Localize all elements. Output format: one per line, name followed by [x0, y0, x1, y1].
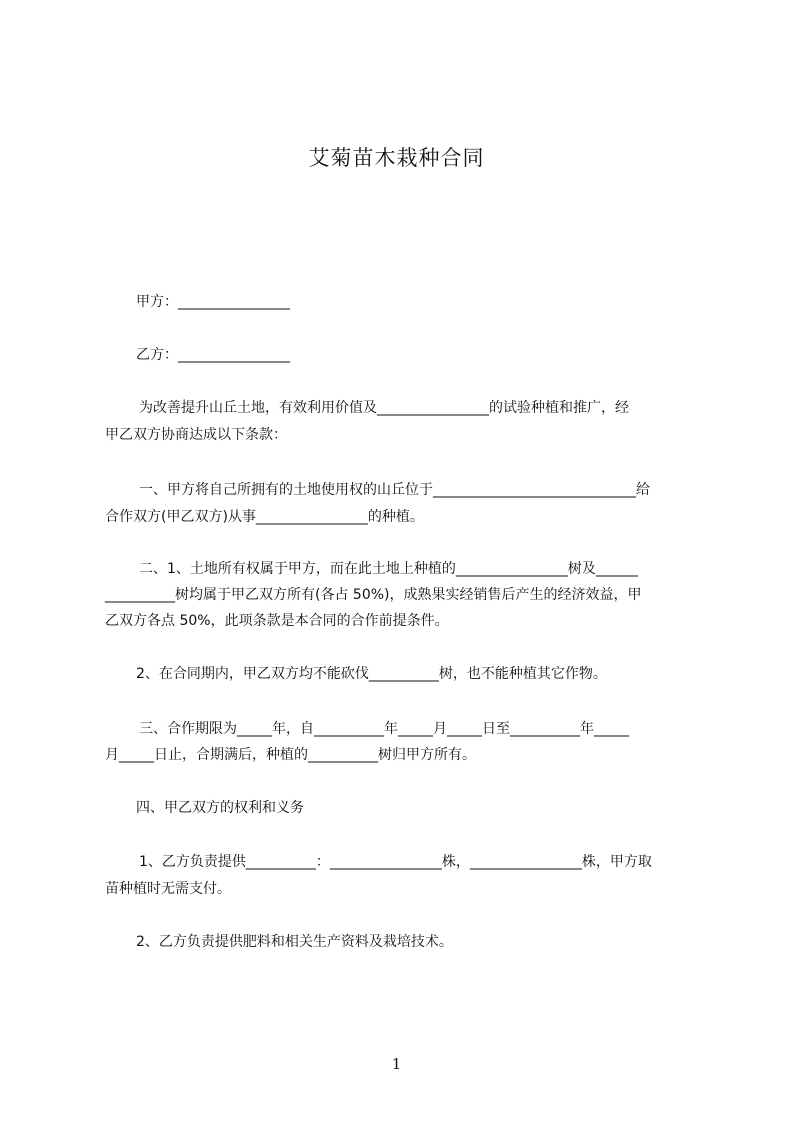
section-2-line-1: 二、1、土地所有权属于甲方，而在此土地上种植的________________树及______	[139, 561, 638, 577]
page-number: 1	[391, 1055, 402, 1073]
section-1-line-2: 合作双方(甲乙双方)从事________________的种植。	[105, 509, 424, 525]
party-b-line: 乙方：________________	[136, 347, 290, 363]
intro-line-2: 甲乙双方协商达成以下条款：	[105, 427, 287, 443]
section-2-line-3: 乙双方各点 50%，此项条款是本合同的合作前提条件。	[105, 613, 449, 629]
section-2-item-2: 2、在合同期内，甲乙双方均不能砍伐__________树，也不能种植其它作物。	[136, 666, 607, 682]
section-3-line-2: 月_____日止，合期满后，种植的__________树归甲方所有。	[105, 747, 476, 763]
section-2-line-2: __________树均属于甲乙双方所有(各占 50%)，成熟果实经销售后产生的经济效益，甲	[105, 587, 642, 603]
section-4-heading: 四、甲乙双方的权利和义务	[136, 800, 304, 816]
intro-line-1: 为改善提升山丘土地，有效利用价值及________________的试验种植和推广，经	[139, 400, 629, 416]
section-3-line-1: 三、合作期限为_____年，自__________年_____月_____日至__________年_____	[139, 721, 629, 737]
party-a-line: 甲方：________________	[136, 294, 290, 310]
section-4-item-1-line-2: 苗种植时无需支付。	[105, 881, 231, 897]
section-4-item-2: 2、乙方负责提供肥料和相关生产资料及栽培技术。	[136, 934, 453, 950]
document-title: 艾菊苗木栽种合同	[308, 146, 485, 170]
section-1-line-1: 一、甲方将自己所拥有的土地使用权的山丘位于_____________________________给	[139, 482, 650, 498]
section-4-item-1-line-1: 1、乙方负责提供__________：________________株，________________株，甲方取	[139, 854, 652, 870]
